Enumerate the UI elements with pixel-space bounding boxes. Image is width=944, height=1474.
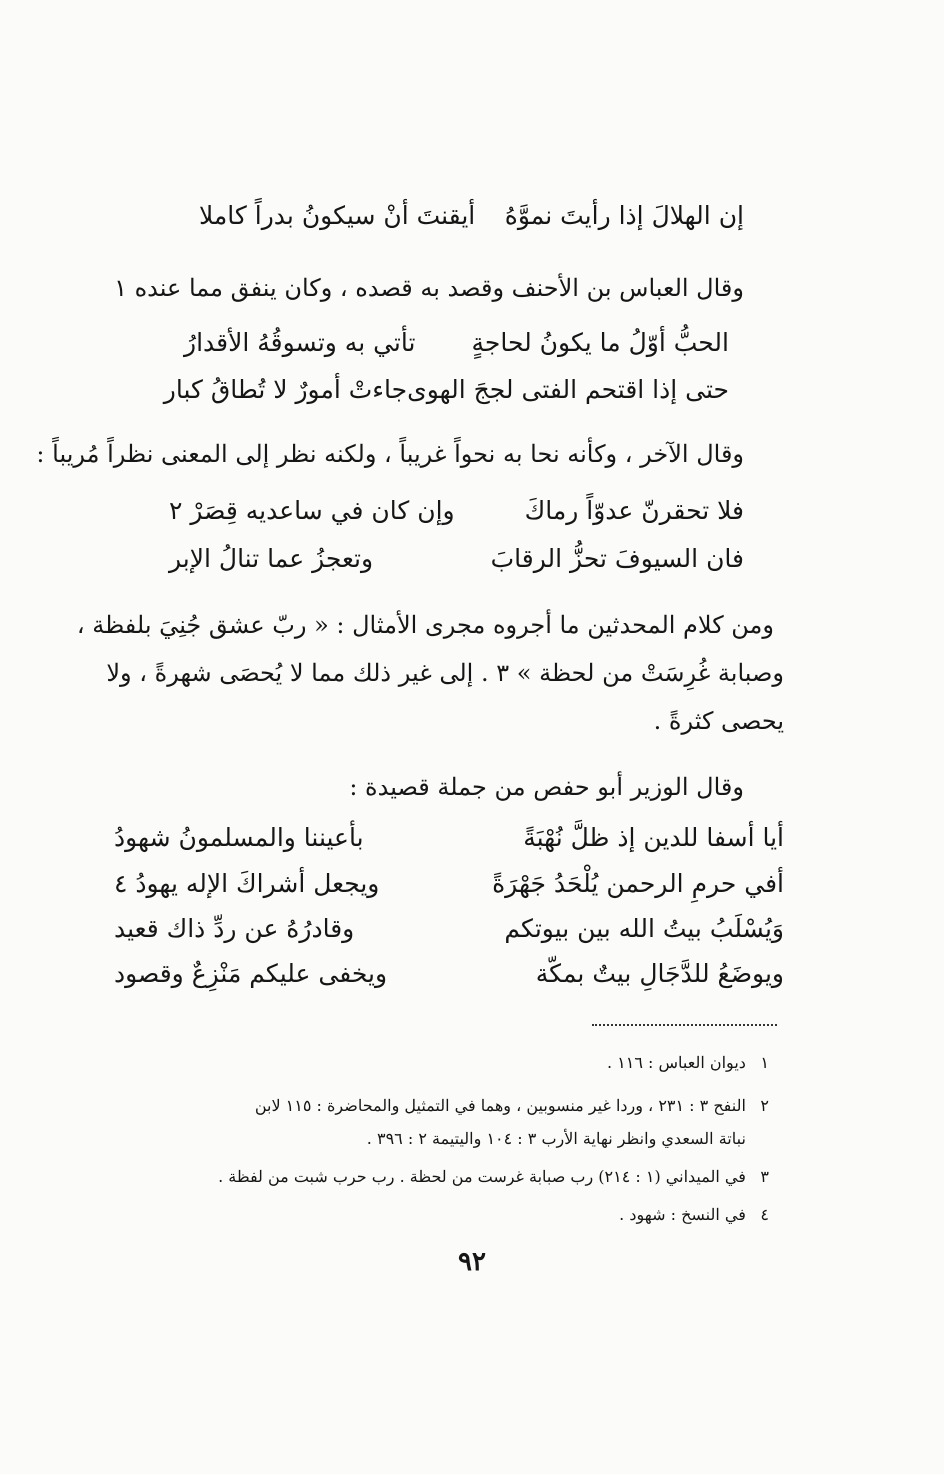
verse-hemistich-left: وإن كان في ساعديه قِصَرْ ٢ bbox=[169, 496, 455, 525]
footnote-number: ٣ bbox=[760, 1167, 769, 1186]
verse-hemistich-left: جاءتْ أمورٌ لا تُطاقُ كبار bbox=[163, 375, 408, 404]
footnote-text: في النسخ : شهود . bbox=[619, 1205, 746, 1224]
verse-hemistich-left: تأتي به وتسوقُهُ الأقدارُ bbox=[184, 328, 416, 357]
prose-paragraph-3-line-1: ومن كلام المحدثين ما أجروه مجرى الأمثال : « ربّ عشق جُنِيَ بلفظة ، bbox=[76, 611, 774, 639]
verse-hemistich-right: فان السيوفَ تحزُّ الرقابَ bbox=[490, 544, 744, 573]
footnote-3 bbox=[218, 1166, 769, 1188]
verse-hemistich-left: وتعجزُ عما تنالُ الإبر bbox=[169, 544, 374, 573]
verse-hemistich-left: بأعيننا والمسلمونُ شهودُ bbox=[114, 823, 364, 852]
verse-hemistich-right: فلا تحقرنّ عدوّاً رماكَ bbox=[524, 496, 744, 525]
verse-hemistich-left: ويجعل أشراكَ الإله يهودُ ٤ bbox=[114, 869, 380, 898]
footnote-number: ١ bbox=[760, 1053, 769, 1072]
verse-hemistich-right: حتى إذا اقتحم الفتى لججَ الهوى bbox=[407, 375, 729, 404]
verse-hemistich-left: وقادرُهُ عن ردِّ ذاك قعيد bbox=[114, 914, 355, 943]
verse-hemistich-left: ويخفى عليكم مَنْزِعٌ وقصود bbox=[114, 959, 388, 988]
page-number: ٩٢ bbox=[458, 1247, 486, 1277]
verse-3a bbox=[169, 495, 744, 527]
verse-hemistich-right: وَيُسْلَبُ بيتُ الله بين بيوتكم bbox=[504, 914, 784, 943]
verse-1 bbox=[199, 200, 744, 232]
footnote-separator bbox=[592, 1024, 777, 1026]
verse-hemistich-right: الحبُّ أوّلُ ما يكونُ لحاجةٍ bbox=[471, 328, 729, 357]
footnote-text: في الميداني (١ : ٢١٤) رب صبابة غرست من لحظة . رب حرب شبت من لفظة . bbox=[218, 1167, 746, 1186]
verse-hemistich-right: إن الهلالَ إذا رأيتَ نموَّهُ bbox=[504, 201, 744, 230]
verse-hemistich-right: ويوضَعُ للدَّجَالِ بيتٌ بمكّة bbox=[535, 959, 784, 988]
verse-hemistich-left: أيقنتَ أنْ سيكونُ بدراً كاملا bbox=[199, 201, 476, 230]
prose-paragraph-4: وقال الوزير أبو حفص من جملة قصيدة : bbox=[349, 773, 744, 801]
verse-4d bbox=[114, 958, 784, 990]
verse-4c bbox=[114, 913, 784, 945]
verse-hemistich-right: أفي حرمِ الرحمن يُلْحَدُ جَهْرَةً bbox=[492, 869, 784, 898]
footnote-text: النفح ٣ : ٢٣١ ، وردا غير منسوبين ، وهما في التمثيل والمحاضرة : ١١٥ لابن bbox=[254, 1096, 746, 1115]
verse-3b bbox=[169, 543, 744, 575]
verse-4b bbox=[114, 868, 784, 900]
prose-paragraph-3-line-2: وصبابة غُرِسَتْ من لحظة » ٣ . إلى غير ذلك مما لا يُحصَى شهرةً ، ولا bbox=[106, 659, 784, 687]
footnote-2-continued bbox=[367, 1128, 769, 1150]
verse-hemistich-right: أيا أسفا للدين إذ ظلَّ نُهْبَةً bbox=[523, 823, 784, 852]
footnote-number: ٢ bbox=[760, 1096, 769, 1115]
footnote-number: ٤ bbox=[760, 1205, 769, 1224]
verse-2a bbox=[184, 327, 729, 359]
footnote-text: ديوان العباس : ١١٦ . bbox=[606, 1053, 746, 1072]
prose-paragraph-1: وقال العباس بن الأحنف وقصد به قصده ، وكان ينفق مما عنده ١ bbox=[114, 274, 744, 302]
footnote-1 bbox=[607, 1052, 769, 1074]
prose-paragraph-2: وقال الآخر ، وكأنه نحا به نحواً غريباً ، ولكنه نظر إلى المعنى نظراً مُريباً : bbox=[36, 440, 744, 468]
footnote-2 bbox=[255, 1095, 769, 1117]
verse-2b bbox=[163, 374, 729, 406]
verse-4a bbox=[114, 822, 784, 854]
footnote-4 bbox=[619, 1204, 769, 1226]
footnote-text: نباتة السعدي وانظر نهاية الأرب ٣ : ١٠٤ واليتيمة ٢ : ٣٩٦ . bbox=[366, 1129, 746, 1148]
prose-paragraph-3-line-3: يحصى كثرةً . bbox=[653, 707, 784, 735]
